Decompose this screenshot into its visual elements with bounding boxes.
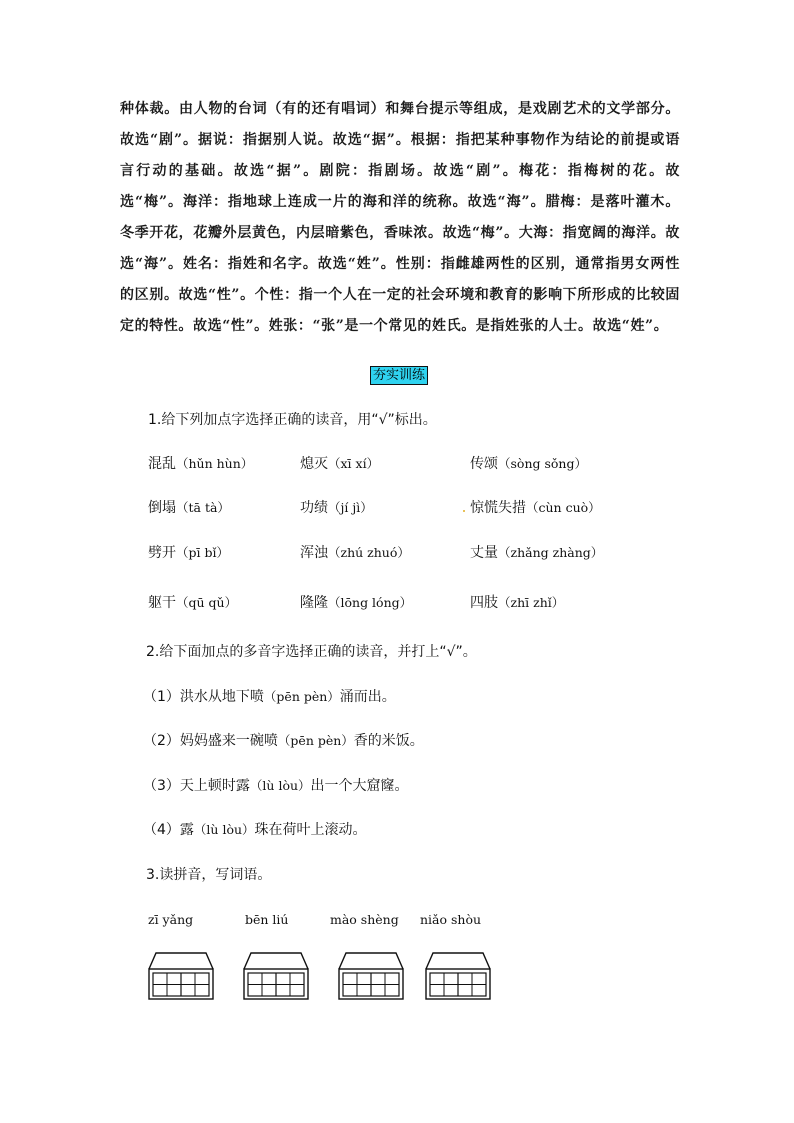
pinyin-label-2: bēn liú [245, 912, 289, 927]
question-2-title: 2.给下面加点的多音字选择正确的读音，并打上“√”。 [146, 644, 477, 660]
q1-word-8[interactable]: 浑浊（zhú zhuó） [300, 545, 410, 561]
writing-grid-4[interactable] [425, 952, 491, 1000]
q1-word-5[interactable]: 功绩（jí jì） [300, 500, 373, 516]
pinyin-label-1: zī yǎng [148, 912, 194, 927]
q1-word-11[interactable]: 隆隆（lōng lóng） [300, 595, 413, 611]
q1-word-2[interactable]: 熄灭（xī xí） [300, 456, 380, 472]
pinyin-label-3: mào shèng [330, 912, 399, 927]
answer-explanation-paragraph: 种体裁。由人物的台词（有的还有唱词）和舞台提示等组成，是戏剧艺术的文学部分。故选“剧”。据说：指据别人说。故选“据”。根据：指把某种事物作为结论的前提或语言行动的基础。故选“据”。剧院：指剧场。故选“剧”。梅花：指梅树的花。故选“梅”。海洋：指地球上连成一片的海和洋的统称。故选“海”。腊梅：是落叶灌木。冬季开花，花瓣外层黄色，内层暗紫色，香味浓。故选“梅”。大海：指宽阔的海洋。故选“海”。姓名：指姓和名字。故选“姓”。性别：指雌雄两性的区别，通常指男女两性的区别。故选“性”。个性：指一个人在一定的社会环境和教育的影响下所形成的比较固定的特性。故选“性”。姓张：“张”是一个常见的姓氏。是指姓张的人士。故选“姓”。 [120, 101, 680, 334]
writing-grid-1[interactable] [148, 952, 214, 1000]
q2-item-1[interactable]: （1）洪水从地下喷（pēn pèn）涌而出。 [143, 689, 396, 705]
q1-word-10[interactable]: 躯干（qū qǔ） [148, 595, 238, 611]
stray-dot [463, 510, 465, 512]
section-title-badge: 夯实训练 [370, 366, 428, 385]
question-1-title: 1.给下列加点字选择正确的读音，用“√”标出。 [148, 412, 437, 428]
q1-word-6[interactable]: 惊慌失措（cùn cuò） [470, 500, 601, 516]
q1-word-7[interactable]: 劈开（pī bǐ） [148, 545, 229, 561]
q2-item-3[interactable]: （3）天上顿时露（lù lòu）出一个大窟窿。 [143, 778, 409, 794]
q1-word-1[interactable]: 混乱（hǔn hùn） [148, 456, 254, 472]
q1-word-3[interactable]: 传颂（sòng sǒng） [470, 456, 587, 472]
writing-grid-3[interactable] [338, 952, 404, 1000]
q2-item-2[interactable]: （2）妈妈盛来一碗喷（pēn pèn）香的米饭。 [143, 733, 424, 749]
q1-word-9[interactable]: 丈量（zhǎng zhàng） [470, 545, 604, 561]
question-3-title: 3.读拼音，写词语。 [146, 867, 272, 883]
q2-item-4[interactable]: （4）露（lù lòu）珠在荷叶上滚动。 [143, 822, 367, 838]
pinyin-label-4: niǎo shòu [420, 912, 482, 927]
q1-word-4[interactable]: 倒塌（tā tà） [148, 500, 230, 516]
writing-grid-2[interactable] [243, 952, 309, 1000]
q1-word-12[interactable]: 四肢（zhī zhǐ） [470, 595, 565, 611]
